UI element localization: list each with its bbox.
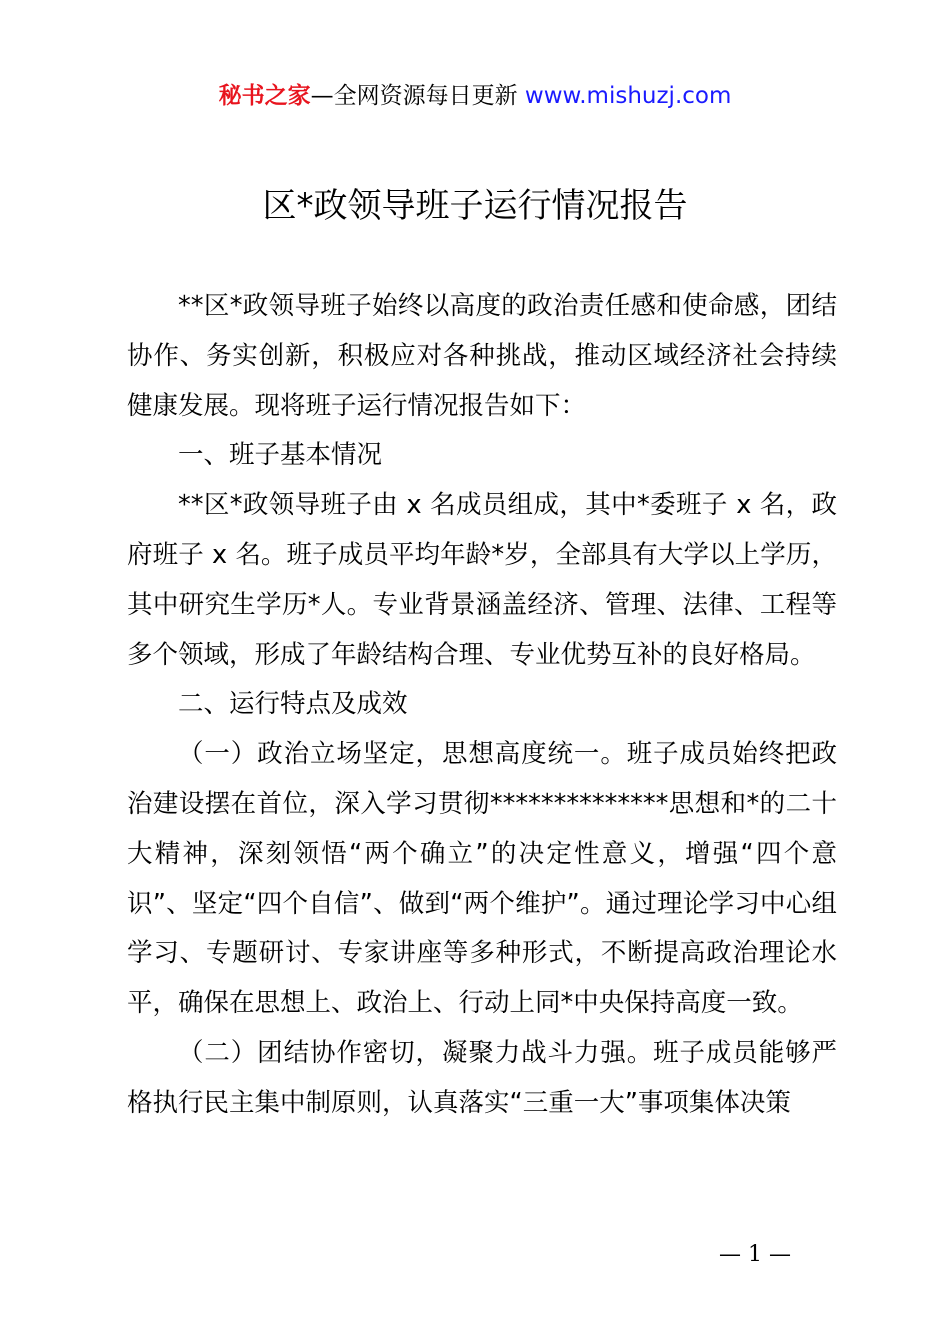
site-banner — [0, 76, 950, 116]
section-heading-2: 二、运行特点及成效 — [178, 689, 408, 720]
paragraph-political-stance: （一）政治立场坚定，思想高度统一。班子成员始终把政治建设摆在首位，深入学习贯彻**************思想和*的二十大精神，深刻领悟“两个确立”的决定性意义，增强“四个意识”、坚定“四个自信”、做到“两个维护”。通过理论学习中心组学习、专题研讨、专家讲座等多种形式，不断提高政治理论水平，确保在思想上、政治上、行动上同*中央保持高度一致。 — [127, 739, 837, 1019]
paragraph-teamwork: （二）团结协作密切，凝聚力战斗力强。班子成员能够严格执行民主集中制原则，认真落实“三重一大”事项集体决策 — [127, 1037, 837, 1118]
document-body — [127, 282, 837, 1129]
banner-site-link[interactable]: www.mishuzj.com — [524, 83, 732, 109]
banner-tagline: —全网资源每日更新 — [310, 83, 525, 109]
intro-paragraph: **区*政领导班子始终以高度的政治责任感和使命感，团结协作、务实创新，积极应对各种挑战，推动区域经济社会持续健康发展。现将班子运行情况报告如下： — [127, 291, 837, 421]
page-number: — 1 — — [719, 1242, 791, 1267]
section-heading-1: 一、班子基本情况 — [178, 440, 383, 471]
document-title: 区*政领导班子运行情况报告 — [262, 186, 688, 226]
banner-brand: 秘书之家 — [218, 83, 311, 109]
paragraph-basic-info: **区*政领导班子由 x 名成员组成，其中*委班子 x 名，政府班子 x 名。班子成员平均年龄*岁，全部具有大学以上学历，其中研究生学历*人。专业背景涵盖经济、管理、法律、工程等多个领域，形成了年龄结构合理、专业优势互补的良好格局。 — [127, 490, 837, 670]
